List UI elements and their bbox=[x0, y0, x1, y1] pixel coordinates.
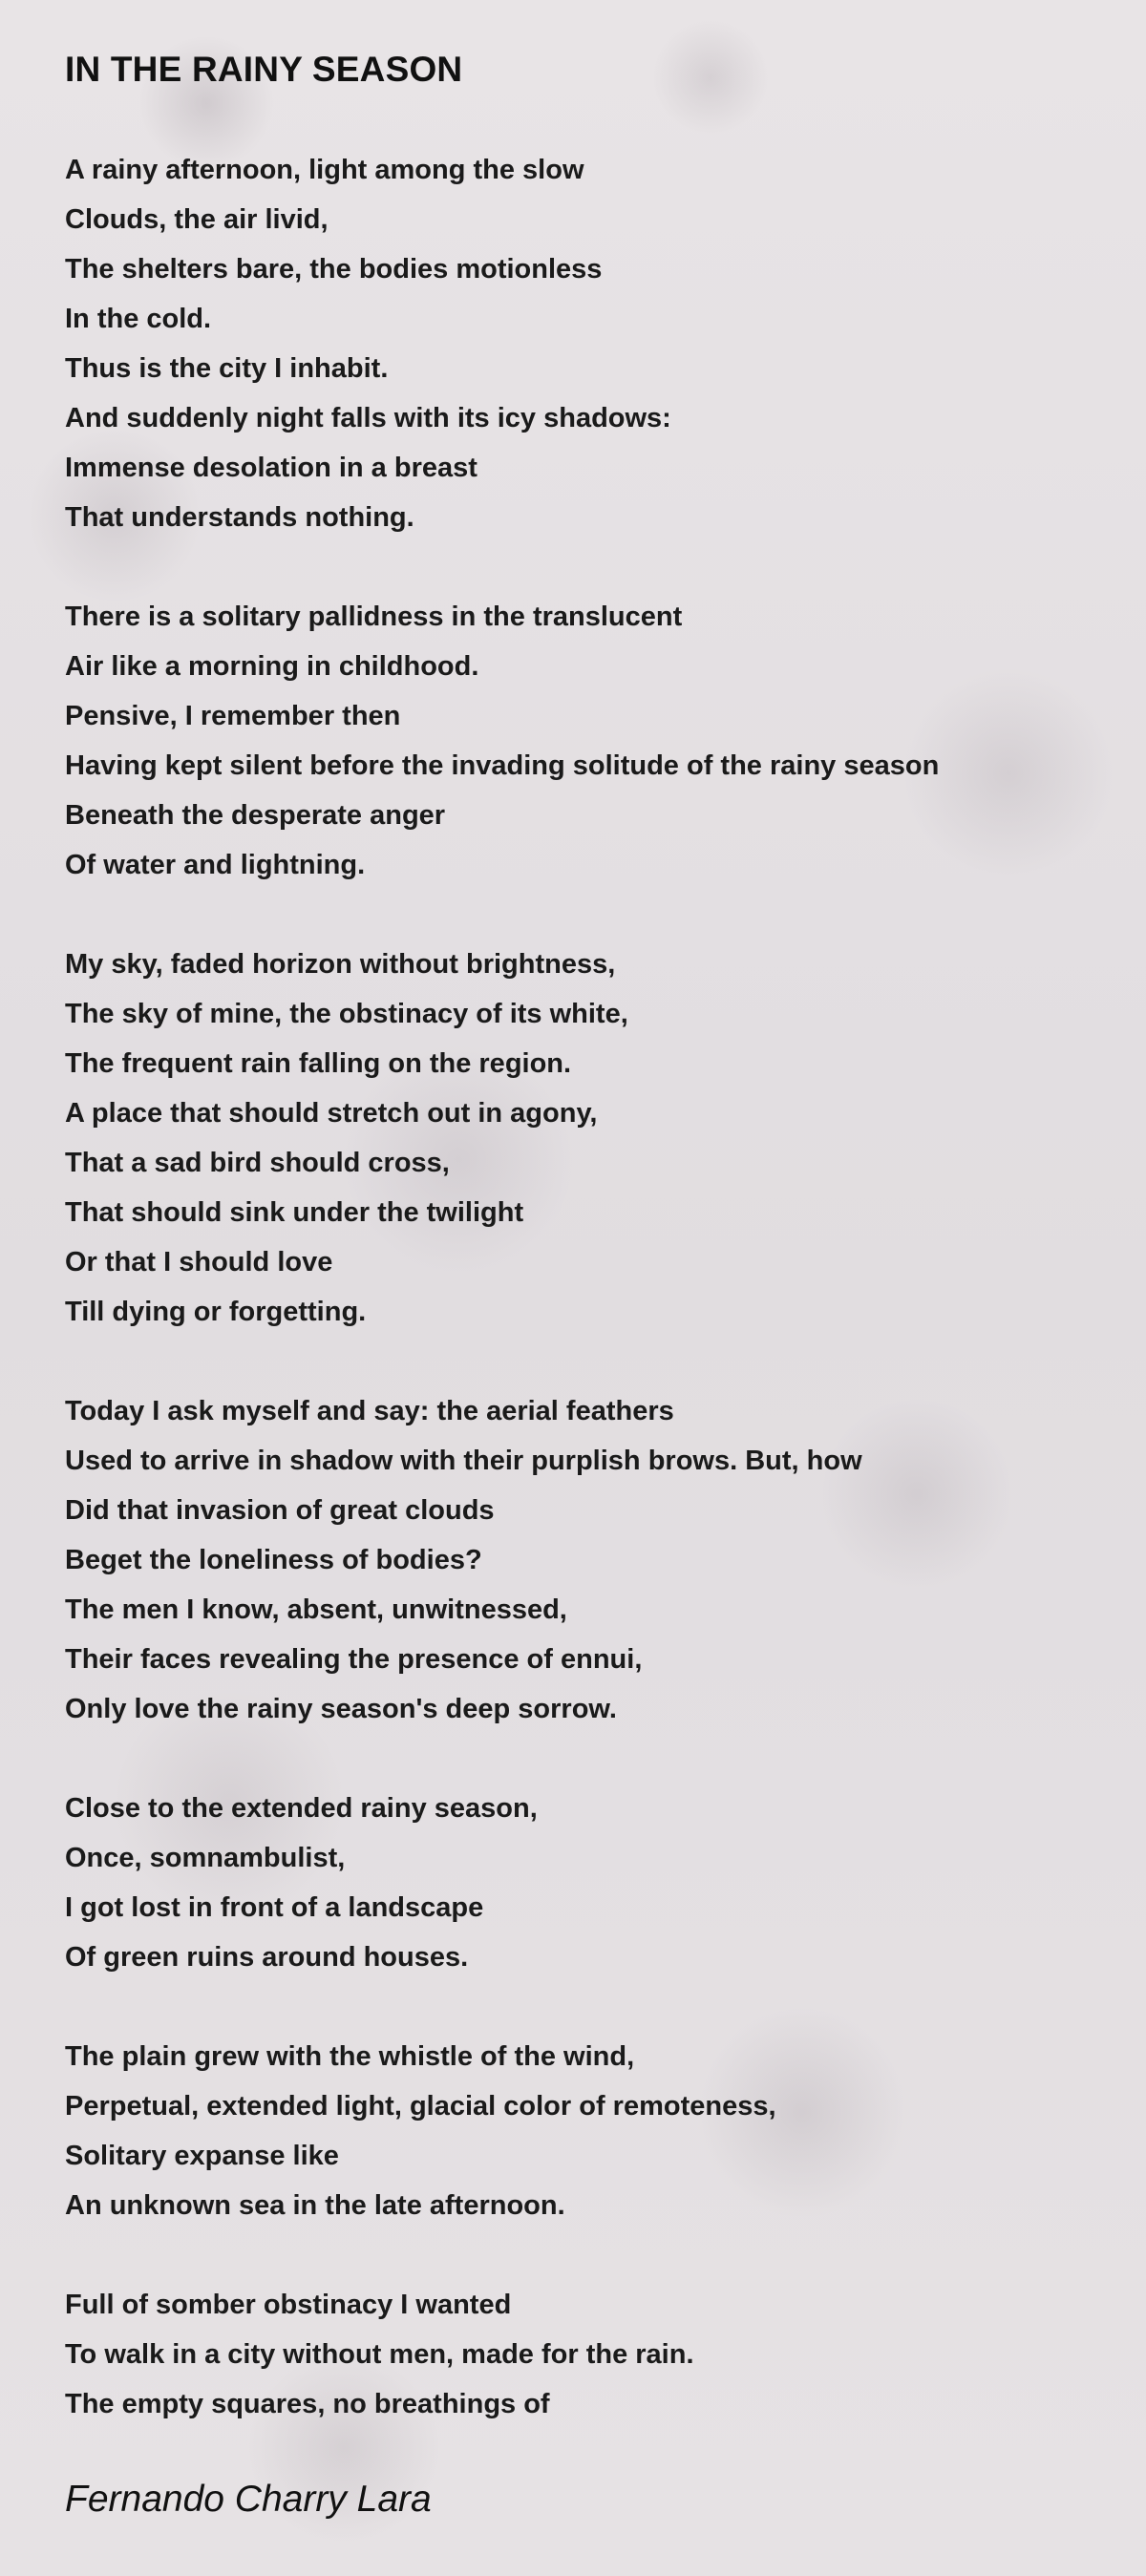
poem-line: The shelters bare, the bodies motionless bbox=[65, 254, 603, 285]
poem-line: The plain grew with the whistle of the wind, bbox=[65, 2041, 635, 2072]
poem-line: A rainy afternoon, light among the slow bbox=[65, 155, 584, 185]
poem-line: Their faces revealing the presence of ennui, bbox=[65, 1644, 643, 1675]
poem-line: My sky, faded horizon without brightness, bbox=[65, 949, 616, 980]
poem-line: An unknown sea in the late afternoon. bbox=[65, 2190, 565, 2221]
poem-stanza bbox=[65, 145, 1115, 542]
poem-line: Immense desolation in a breast bbox=[65, 453, 478, 483]
poem-line: Today I ask myself and say: the aerial feathers bbox=[65, 1396, 674, 1426]
poem-line: Air like a morning in childhood. bbox=[65, 651, 479, 682]
poem-line: Perpetual, extended light, glacial color of remoteness, bbox=[65, 2091, 776, 2122]
poem-line: That understands nothing. bbox=[65, 502, 414, 533]
poem-body bbox=[65, 145, 1115, 2479]
poem-line: Clouds, the air livid, bbox=[65, 204, 329, 235]
poem-line: Beget the loneliness of bodies? bbox=[65, 1545, 482, 1575]
poem-author: Fernando Charry Lara bbox=[65, 2479, 432, 2520]
poem-stanza bbox=[65, 592, 1115, 890]
poem-line: Full of somber obstinacy I wanted bbox=[65, 2290, 512, 2320]
poem-stanza bbox=[65, 2280, 1115, 2429]
poem-line: Of water and lightning. bbox=[65, 850, 366, 880]
poem-line: To walk in a city without men, made for the rain. bbox=[65, 2339, 694, 2370]
poem-line: I got lost in front of a landscape bbox=[65, 1892, 484, 1923]
poem-line: Pensive, I remember then bbox=[65, 701, 401, 731]
poem-line: Thus is the city I inhabit. bbox=[65, 353, 389, 384]
poem-line: A place that should stretch out in agony, bbox=[65, 1098, 598, 1129]
poem-line: Only love the rainy season's deep sorrow. bbox=[65, 1694, 617, 1724]
poem-stanza bbox=[65, 2032, 1115, 2230]
poem-line: The frequent rain falling on the region. bbox=[65, 1048, 572, 1079]
poem-line: Once, somnambulist, bbox=[65, 1843, 346, 1873]
poem-line: And suddenly night falls with its icy shadows: bbox=[65, 403, 671, 433]
poem-line: The men I know, absent, unwitnessed, bbox=[65, 1594, 567, 1625]
poem-line: Used to arrive in shadow with their purplish brows. But, how bbox=[65, 1446, 862, 1476]
poem-line: Having kept silent before the invading solitude of the rainy season bbox=[65, 750, 940, 781]
poem-line: Solitary expanse like bbox=[65, 2141, 339, 2171]
poem-line: That a sad bird should cross, bbox=[65, 1148, 450, 1178]
poem-line: Or that I should love bbox=[65, 1247, 333, 1277]
poem-title: IN THE RAINY SEASON bbox=[65, 50, 463, 89]
poem-line: Till dying or forgetting. bbox=[65, 1297, 367, 1327]
poem-stanza bbox=[65, 1386, 1115, 1734]
poem-line: Beneath the desperate anger bbox=[65, 800, 446, 831]
poem-stanza bbox=[65, 940, 1115, 1337]
poem-line: In the cold. bbox=[65, 304, 212, 334]
poem-line: Close to the extended rainy season, bbox=[65, 1793, 538, 1824]
poem-line: There is a solitary pallidness in the translucent bbox=[65, 602, 683, 632]
poem-line: That should sink under the twilight bbox=[65, 1197, 524, 1228]
poem-line: Did that invasion of great clouds bbox=[65, 1495, 495, 1526]
poem-stanza bbox=[65, 1784, 1115, 1982]
poem-line: The sky of mine, the obstinacy of its white, bbox=[65, 999, 628, 1029]
poem-line: Of green ruins around houses. bbox=[65, 1942, 469, 1973]
poem-line: The empty squares, no breathings of bbox=[65, 2389, 550, 2419]
